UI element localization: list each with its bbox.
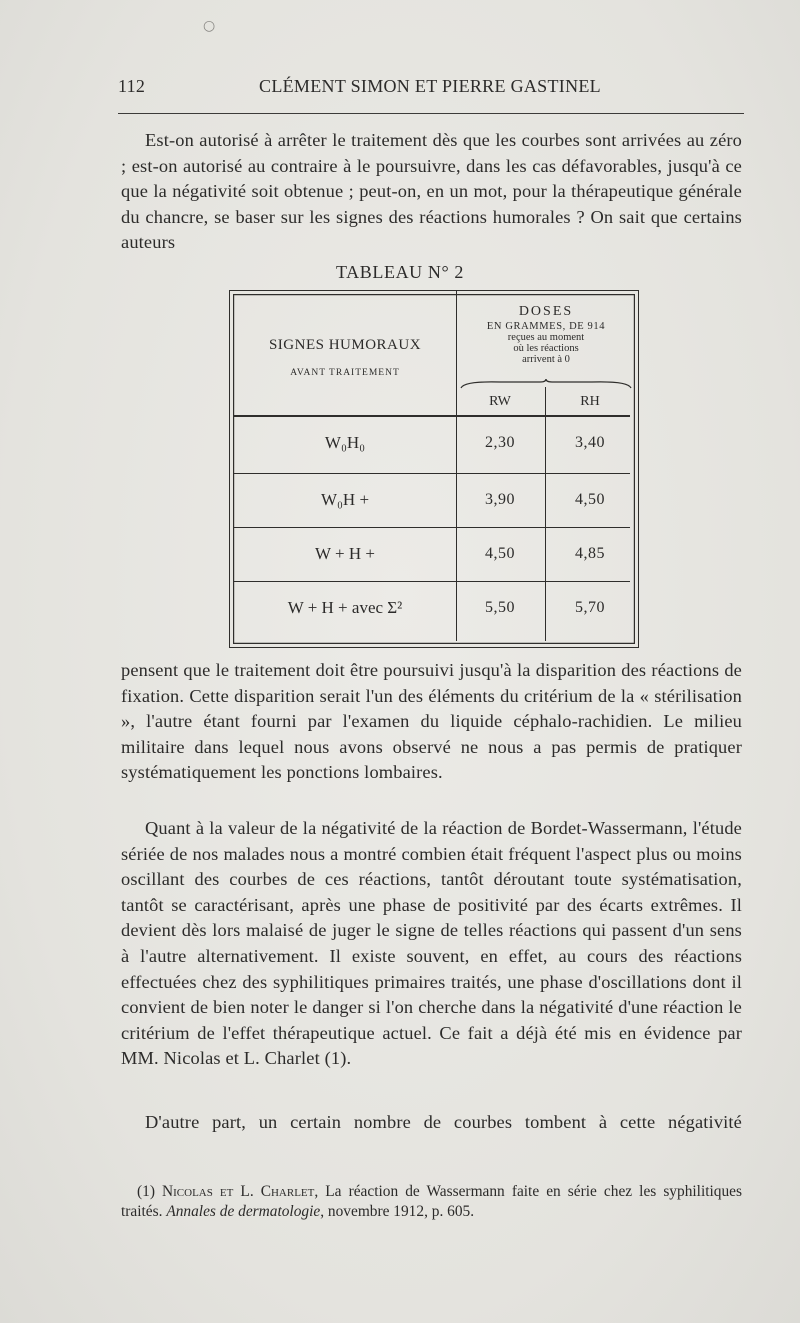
paragraph-3: Quant à la valeur de la négativité de la réaction de Bordet-Wassermann, l'étude sériée de nos malades nous a montré combien était fréquent l'aspect plus ou moins oscillant des courbes de ces réactions, tantôt déroutant toute systématisation, tantôt se caractérisant, après une phase de positivité par des écarts extrêmes. Il devient dès lors malaisé de juger le signe de telles réactions qui passent d'un sens à l'autre alternativement. Il existe souvent, en effet, au cours des réactions effectuées chez des syphilitiques primaires traités, une phase d'oscillations dont il convient de bien noter le danger si l'on cherche dans la négativité d'une réaction le critérium de l'effet thérapeutique actuel. Ce fait a déjà été mis en évidence par MM. Nicolas et L. Charlet (1). <box>121 818 742 1069</box>
footnote-marker: (1) <box>137 1183 155 1200</box>
header-doses-description <box>456 321 636 365</box>
doses-line-3: où les réactions <box>513 343 579 354</box>
paragraph-4: D'autre part, un certain nombre de courbes tombent à cette négativité <box>145 1112 742 1132</box>
row-rule-2 <box>234 527 630 528</box>
footnote-authors: Nicolas et L. Charlet <box>162 1183 315 1200</box>
row-1-sign: W₀H₀ <box>324 433 366 452</box>
row-1-rh: 3,40 <box>575 434 605 451</box>
paragraph-2: pensent que le traitement doit être poursuivi jusqu'à la disparition des réactions de fixation. Cette disparition serait l'un des éléments du critérium de la « stérilisation », l'autre étant fourni par l'examen du liquide céphalo-rachidien. Le milieu militaire dans lequel nous avons observé ne nous a pas permis de pratiquer systématiquement les ponctions lombaires. <box>121 660 742 783</box>
header-avant-traitement: AVANT TRAITEMENT <box>290 368 400 378</box>
footnote-text: , La réaction de Wassermann faite en série chez les syphilitiques traités. <box>121 1183 742 1220</box>
row-4-sign: W + H + avec Σ² <box>287 598 403 617</box>
row-4-rh: 5,70 <box>575 599 605 616</box>
footnote-tail: , novembre 1912, p. 605. <box>320 1203 475 1220</box>
doses-brace <box>460 379 632 389</box>
footnote-journal: Annales de dermatologie <box>166 1203 321 1220</box>
running-header <box>118 76 742 100</box>
row-rule-3 <box>234 581 630 582</box>
stray-circle-mark: ○ <box>203 18 216 34</box>
row-1-rw: 2,30 <box>485 434 515 451</box>
header-rule <box>118 113 744 114</box>
row-2-rh: 4,50 <box>575 491 605 508</box>
footnote <box>121 1182 742 1222</box>
header-signes-humoraux: SIGNES HUMORAUX <box>268 337 422 353</box>
paragraph-1: Est-on autorisé à arrêter le traitement dès que les courbes sont arrivées au zéro ; est-on autorisé au contraire à le poursuivre, dans les cas défavorables, jusqu'à ce que la négativité soit obtenue ; peut-on, en un mot, pour la thérapeutique générale du chancre, se baser sur les signes des réactions humorales ? On sait que certains auteurs <box>121 130 742 253</box>
page-number: 112 <box>118 76 146 96</box>
row-2-sign: W₀H + <box>320 490 370 509</box>
header-rh: RH <box>580 394 600 409</box>
header-doses: DOSES <box>518 304 574 319</box>
running-title: CLÉMENT SIMON ET PIERRE GASTINEL <box>259 76 601 96</box>
row-3-sign: W + H + <box>315 544 375 563</box>
data-table <box>229 290 639 648</box>
doses-line-1: EN GRAMMES, DE 914 <box>486 321 606 332</box>
row-2-rw: 3,90 <box>485 491 515 508</box>
row-3-rw: 4,50 <box>485 545 515 562</box>
doses-line-2: reçues au moment <box>507 332 585 343</box>
row-rule-1 <box>234 473 630 474</box>
row-3-rh: 4,85 <box>575 545 605 562</box>
table-title: TABLEAU N° 2 <box>336 262 464 282</box>
header-bottom-rule <box>234 415 630 417</box>
doses-line-4: arrivent à 0 <box>522 354 570 365</box>
row-4-rw: 5,50 <box>485 599 515 616</box>
header-rw: RW <box>489 394 511 409</box>
